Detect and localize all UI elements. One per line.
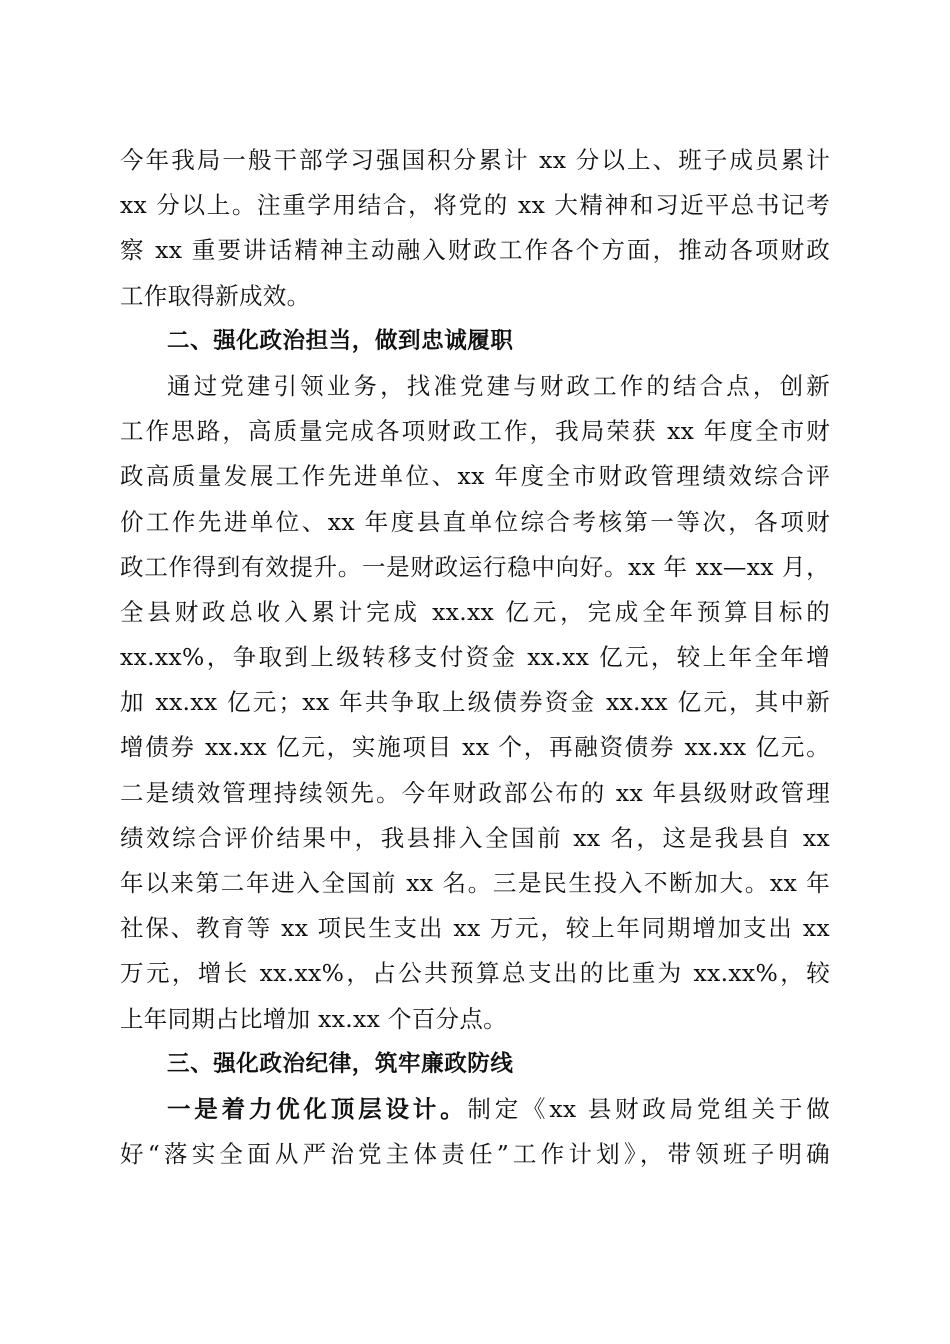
paragraph-3 bbox=[120, 1087, 830, 1177]
text-line: 今年我局一般干部学习强国积分累计 xx 分以上、班子成员累计 bbox=[120, 146, 830, 174]
section-heading-3: 三、强化政治纪律，筑牢廉政防线 bbox=[167, 1050, 514, 1077]
text-line: 二是绩效管理持续领先。今年财政部公布的 xx 年县级财政管理 bbox=[120, 778, 830, 807]
text-line: 社保、教育等 xx 项民生支出 xx 万元，较上年同期增加支出 xx bbox=[120, 914, 830, 943]
document-page bbox=[120, 138, 830, 1177]
text-line: 增债券 xx.xx 亿元，实施项目 xx 个，再融资债券 xx.xx 亿元。 bbox=[120, 733, 830, 762]
text-line: 绩效综合评价结果中，我县排入全国前 xx 名，这是我县自 xx bbox=[120, 823, 830, 852]
text-line: 好“落实全面从严治党主体责任”工作计划》，带领班子明确 bbox=[120, 1140, 830, 1169]
text-line: 上年同期占比增加 xx.xx 个百分点。 bbox=[120, 1004, 507, 1033]
paragraph-1 bbox=[120, 138, 830, 319]
text-line: 通过党建引领业务，找准党建与财政工作的结合点，创新 bbox=[167, 371, 830, 400]
section-heading-2: 二、强化政治担当，做到忠诚履职 bbox=[167, 327, 514, 354]
text-line: 工作思路，高质量完成各项财政工作，我局荣获 xx 年度全市财 bbox=[120, 417, 830, 446]
text-line: 察 xx 重要讲话精神主动融入财政工作各个方面，推动各项财政 bbox=[120, 236, 830, 265]
text-line: 工作取得新成效。 bbox=[120, 281, 311, 310]
text-line: 政工作得到有效提升。一是财政运行稳中向好。xx 年 xx—xx 月， bbox=[120, 552, 830, 581]
paragraph-lead: 一是着力优化顶层设计。 bbox=[167, 1094, 468, 1123]
text-line: 万元，增长 xx.xx%，占公共预算总支出的比重为 xx.xx%，较 bbox=[120, 959, 830, 988]
text-line bbox=[120, 1087, 830, 1132]
paragraph-2 bbox=[120, 364, 830, 1042]
text-line: 全县财政总收入累计完成 xx.xx 亿元，完成全年预算目标的 bbox=[120, 597, 830, 626]
text-run: 制定《xx 县财政局党组关于做 bbox=[467, 1094, 830, 1123]
text-line: 加 xx.xx 亿元；xx 年共争取上级债券资金 xx.xx 亿元，其中新 bbox=[120, 688, 830, 717]
text-line: xx.xx%，争取到上级转移支付资金 xx.xx 亿元，较上年全年增 bbox=[120, 643, 830, 672]
text-line: xx 分以上。注重学用结合，将党的 xx 大精神和习近平总书记考 bbox=[120, 191, 830, 220]
text-line: 政高质量发展工作先进单位、xx 年度全市财政管理绩效综合评 bbox=[120, 462, 830, 491]
text-line: 年以来第二年进入全国前 xx 名。三是民生投入不断加大。xx 年 bbox=[120, 869, 830, 897]
text-line: 价工作先进单位、xx 年度县直单位综合考核第一等次，各项财 bbox=[120, 507, 830, 536]
